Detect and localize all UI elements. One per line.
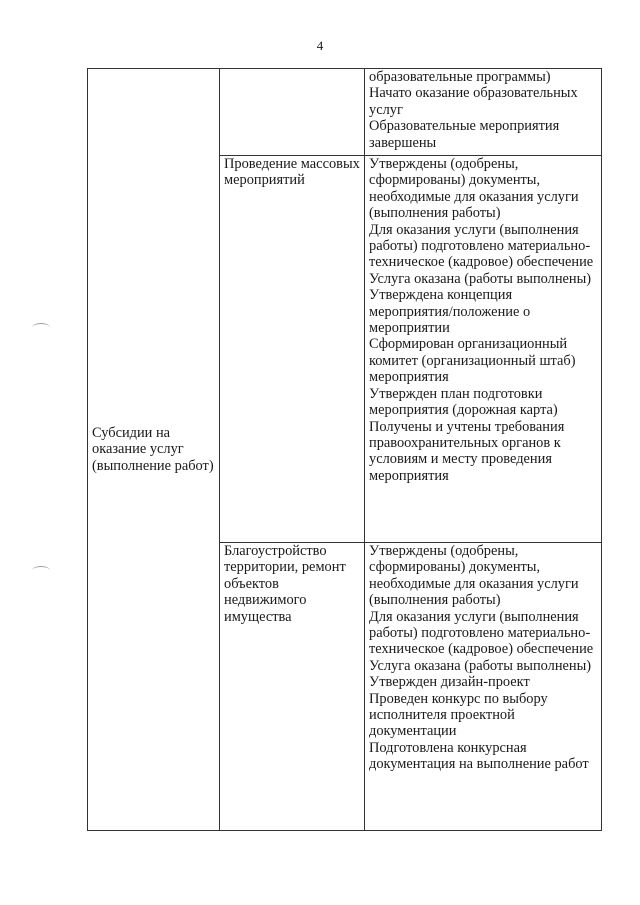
activity-cell bbox=[220, 543, 365, 831]
activity-text: Благоустройство территории, ремонт объектов недвижимого имущества bbox=[224, 543, 346, 625]
result-item: Услуга оказана (работы выполнены) bbox=[369, 270, 592, 287]
margin-mark bbox=[32, 323, 50, 332]
table-row bbox=[88, 69, 602, 156]
activity-cell bbox=[220, 156, 365, 543]
activity-cell bbox=[220, 69, 365, 156]
results-cell bbox=[365, 69, 602, 156]
result-item: Для оказания услуги (выполнения работы) подготовлено материально-техническое (кадровое) обеспечение bbox=[369, 221, 594, 271]
result-item: Утверждены (одобрены, сформированы) документы, необходимые для оказания услуги (выполнения работы) bbox=[369, 156, 579, 222]
result-item: образовательные программы) bbox=[369, 69, 551, 85]
result-item: Утверждены (одобрены, сформированы) документы, необходимые для оказания услуги (выполнения работы) bbox=[369, 543, 579, 609]
result-item: Утвержден план подготовки мероприятия (дорожная карта) bbox=[369, 385, 558, 419]
page-number: 4 bbox=[316, 38, 324, 53]
subsidy-type-cell bbox=[88, 69, 220, 831]
result-item: Сформирован организационный комитет (организационный штаб) мероприятия bbox=[369, 336, 576, 386]
activity-text: Проведение массовых мероприятий bbox=[224, 156, 360, 189]
result-item: Проведен конкурс по выбору исполнителя проектной документации bbox=[369, 690, 548, 740]
result-item: Образовательные мероприятия завершены bbox=[369, 118, 560, 151]
result-item: Начато оказание образовательных услуг bbox=[369, 85, 578, 118]
result-item: Подготовлена конкурсная документация на выполнение работ bbox=[369, 739, 589, 773]
result-item: Для оказания услуги (выполнения работы) подготовлено материально-техническое (кадровое) обеспечение bbox=[369, 608, 594, 658]
result-item: Утвержден дизайн-проект bbox=[369, 674, 530, 691]
subsidy-results-table bbox=[87, 68, 602, 831]
results-cell bbox=[365, 156, 602, 543]
results-cell bbox=[365, 543, 602, 831]
margin-mark bbox=[32, 566, 50, 575]
subsidy-type-text: Субсидии на оказание услуг (выполнение работ) bbox=[92, 424, 214, 474]
result-item: Услуга оказана (работы выполнены) bbox=[369, 657, 592, 674]
result-item: Утверждена концепция мероприятия/положение о мероприятии bbox=[369, 287, 531, 337]
result-item: Получены и учтены требования правоохранительных органов к условиям и месту проведения мероприятия bbox=[369, 418, 565, 484]
